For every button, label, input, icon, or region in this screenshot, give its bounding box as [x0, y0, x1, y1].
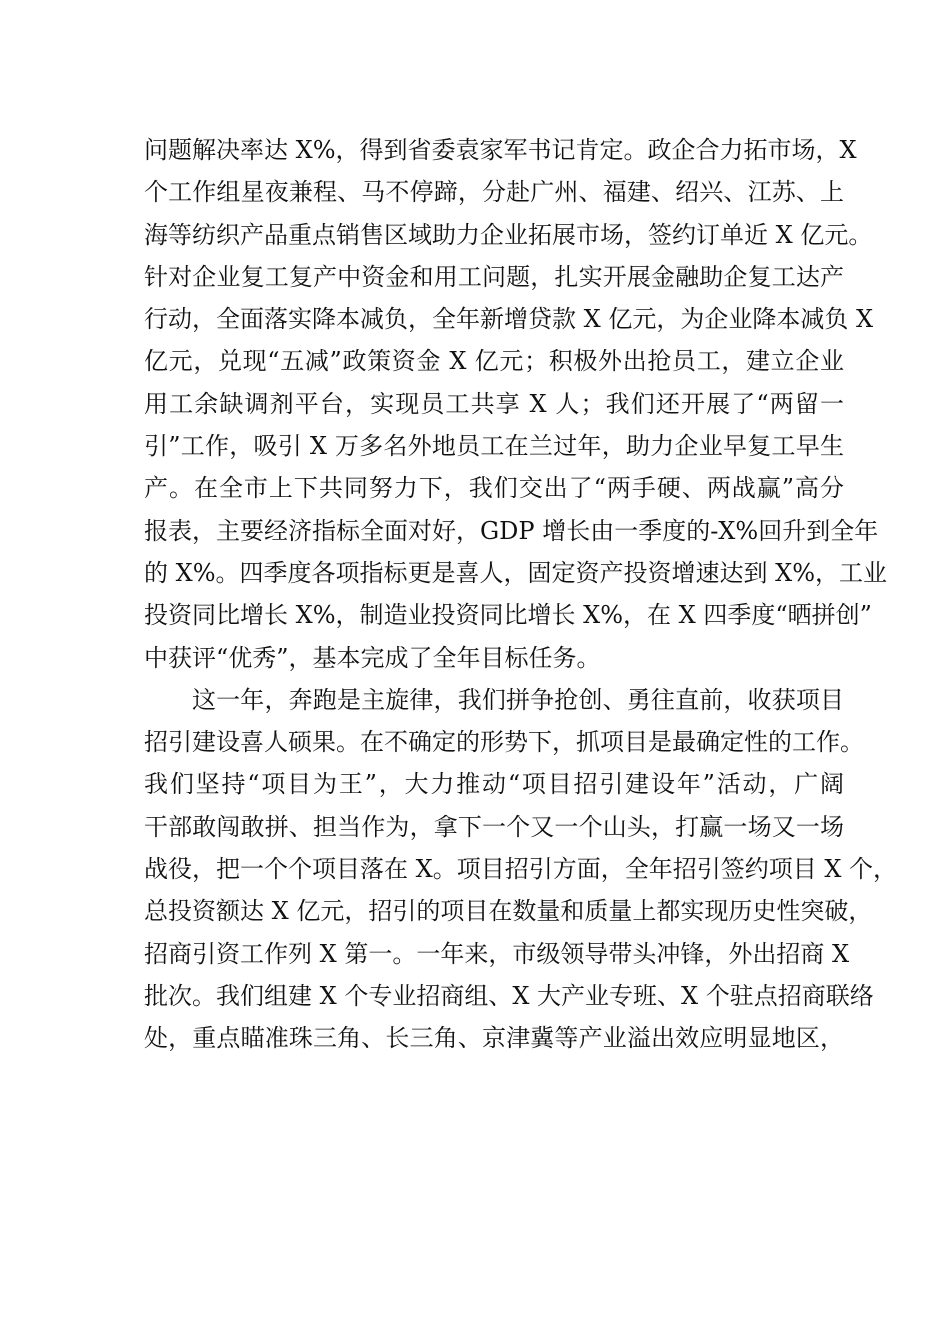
paragraph-1-line: 海等纺织产品重点销售区域助力企业拓展市场，签约订单近 X 亿元。: [144, 220, 873, 249]
paragraph-2-line: 我们坚持“项目为王”，大力推动“项目招引建设年”活动，广阔: [144, 770, 844, 799]
paragraph-2-line: 处，重点瞄准珠三角、长三角、京津冀等产业溢出效应明显地区，: [144, 1024, 844, 1053]
body-text: [144, 129, 898, 1060]
paragraph-1-line: 个工作组星夜兼程、马不停蹄，分赴广州、福建、绍兴、江苏、上: [144, 178, 844, 207]
paragraph-2-line: 招商引资工作列 X 第一。一年来，市级领导带头冲锋，外出招商 X: [144, 939, 850, 968]
paragraph-1-line: 投资同比增长 X%，制造业投资同比增长 X%，在 X 四季度“晒拼创”: [144, 601, 872, 630]
paragraph-1-line: 产。在全市上下共同努力下，我们交出了“两手硬、两战赢”高分: [144, 474, 844, 503]
paragraph-1-line: 问题解决率达 X%，得到省委袁家军书记肯定。政企合力拓市场，X: [144, 136, 857, 164]
paragraph-2-line: 干部敢闯敢拼、担当作为，拿下一个又一个山头，打赢一场又一场: [144, 812, 844, 841]
paragraph-1-line: 亿元，兑现“五减”政策资金 X 亿元；积极外出抢员工，建立企业: [144, 347, 844, 376]
paragraph-2-line: 批次。我们组建 X 个专业招商组、X 大产业专班、X 个驻点招商联络: [144, 981, 874, 1010]
paragraph-2-line: 这一年，奔跑是主旋律，我们拼争抢创、勇往直前，收获项目: [192, 685, 844, 714]
paragraph-1-line: 引”工作，吸引 X 万多名外地员工在兰过年，助力企业早复工早生: [144, 432, 844, 461]
paragraph-1-line: 报表，主要经济指标全面对好，GDP 增长由一季度的-X%回升到全年: [144, 516, 879, 545]
paragraph-1-line: 针对企业复工复产中资金和用工问题，扎实开展金融助企复工达产: [144, 262, 844, 291]
paragraph-1-line: 的 X%。四季度各项指标更是喜人，固定资产投资增速达到 X%，工业: [144, 558, 888, 587]
paragraph-2-line: 战役，把一个个项目落在 X。项目招引方面，全年招引签约项目 X 个，: [144, 855, 898, 884]
paragraph-2-line: 总投资额达 X 亿元，招引的项目在数量和质量上都实现历史性突破，: [144, 897, 873, 926]
paragraph-1-line: 行动，全面落实降本减负，全年新增贷款 X 亿元，为企业降本减负 X: [144, 305, 874, 334]
paragraph-2-line: 招引建设喜人硕果。在不确定的形势下，抓项目是最确定性的工作。: [144, 728, 864, 757]
paragraph-1-line: 用工余缺调剂平台，实现员工共享 X 人；我们还开展了“两留一: [144, 389, 844, 418]
paragraph-1-line: 中获评“优秀”，基本完成了全年目标任务。: [144, 643, 601, 672]
